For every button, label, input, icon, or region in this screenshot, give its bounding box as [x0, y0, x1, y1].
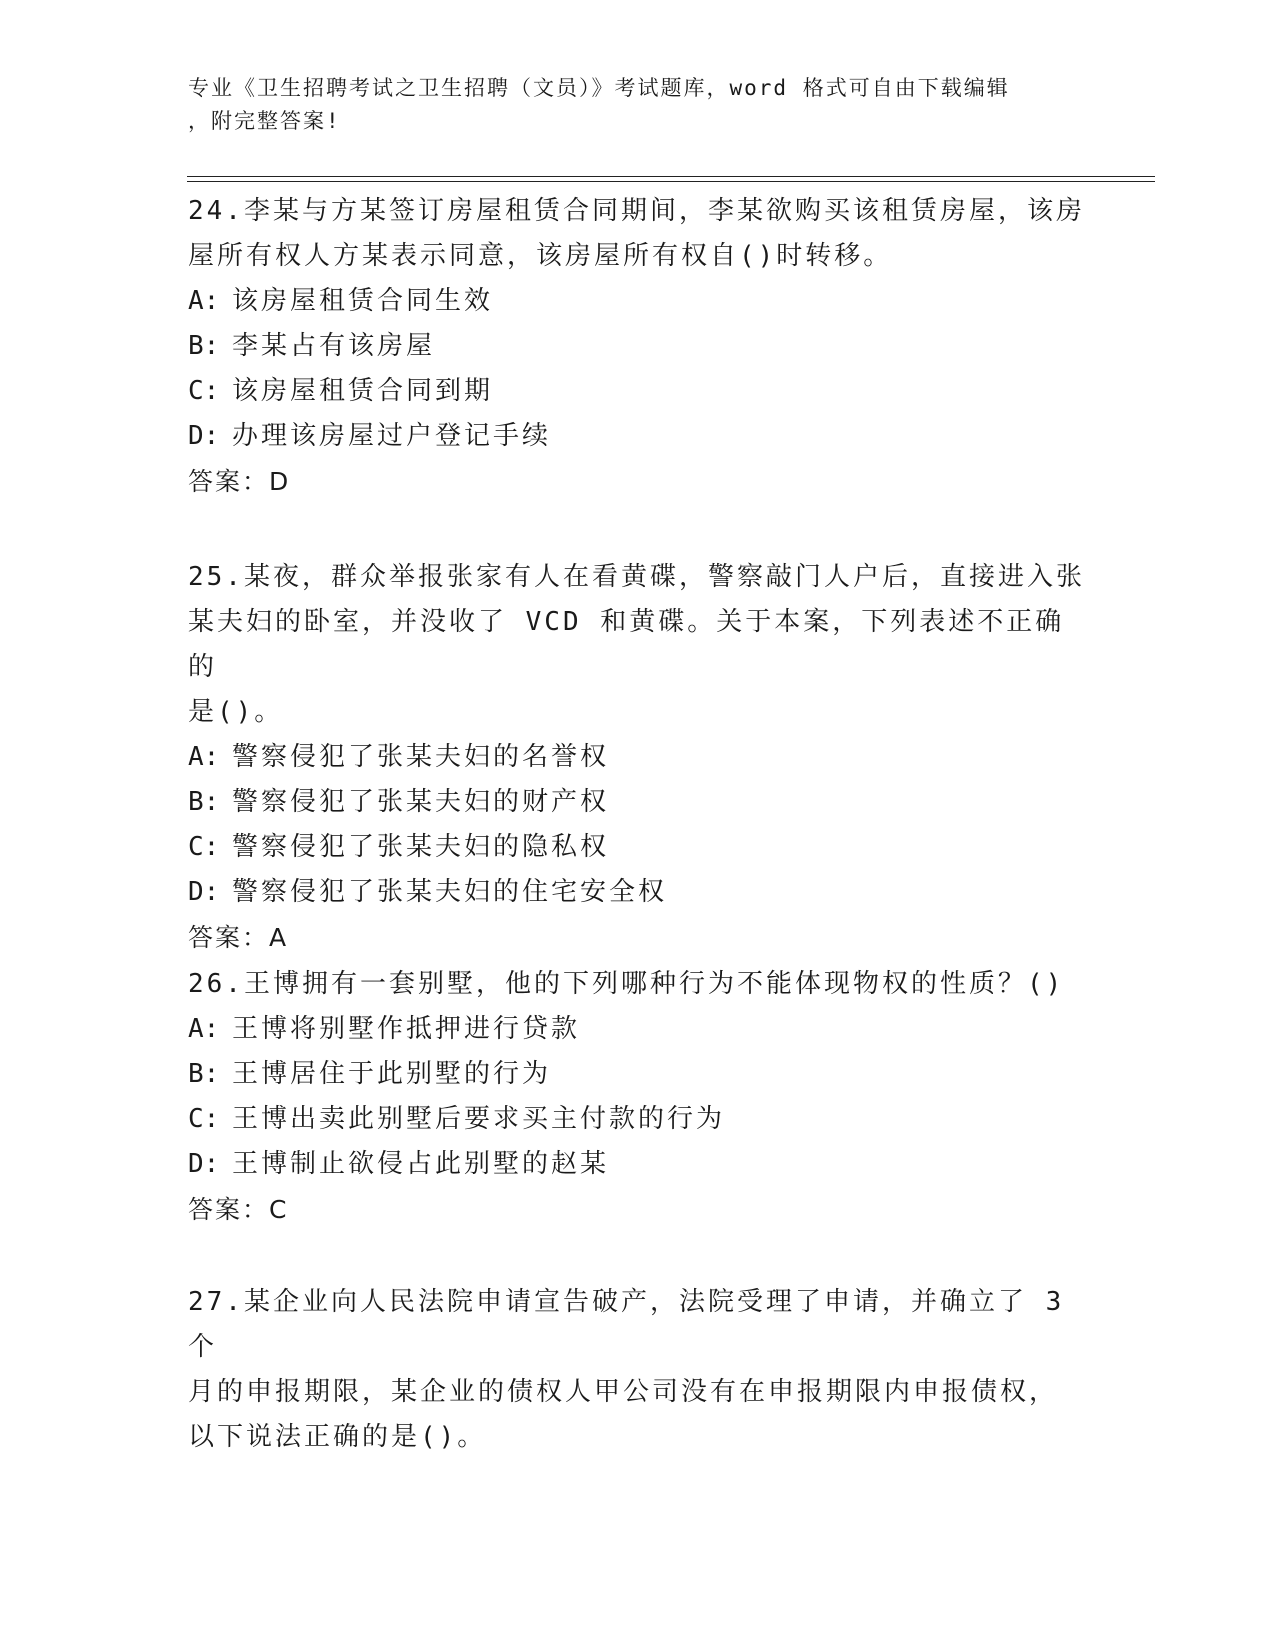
question-stem-line: 26.王博拥有一套别墅，他的下列哪种行为不能体现物权的性质？(): [188, 969, 1065, 999]
option-d: [188, 414, 1093, 459]
option-text: 警察侵犯了张某夫妇的财产权: [232, 787, 610, 817]
question-stem-line: 27.某企业向人民法院申请宣告破产，法院受理了申请，并确立了 3 个: [188, 1287, 1065, 1362]
option-a: [188, 735, 1093, 780]
option-text: 警察侵犯了张某夫妇的住宅安全权: [232, 877, 668, 907]
option-key: B:: [188, 331, 220, 361]
option-key: A:: [188, 742, 220, 772]
question-stem-line: 某夫妇的卧室，并没收了 VCD 和黄碟。关于本案，下列表述不正确的: [188, 607, 1065, 682]
question-26: [188, 962, 1093, 1232]
answer-line: 答案：C: [188, 1195, 289, 1224]
document-header: [188, 72, 1068, 138]
option-text: 王博居住于此别墅的行为: [232, 1059, 552, 1089]
option-c: [188, 825, 1093, 870]
header-line-2: ，附完整答案!: [188, 109, 341, 133]
option-key: C:: [188, 376, 220, 406]
option-key: B:: [188, 1059, 220, 1089]
option-c: [188, 369, 1093, 414]
question-stem-line: 月的申报期限，某企业的债权人甲公司没有在申报期限内申报债权，: [188, 1377, 1059, 1407]
option-text: 王博出卖此别墅后要求买主付款的行为: [232, 1104, 726, 1134]
question-stem-line: 是()。: [188, 697, 284, 727]
option-text: 警察侵犯了张某夫妇的隐私权: [232, 832, 610, 862]
header-divider-bottom: [187, 181, 1155, 182]
option-b: [188, 1052, 1093, 1097]
option-text: 李某占有该房屋: [232, 331, 436, 361]
header-line-1: 专业《卫生招聘考试之卫生招聘（文员）》考试题库，word 格式可自由下载编辑: [188, 76, 1010, 100]
question-stem-line: 以下说法正确的是()。: [188, 1422, 487, 1452]
option-key: C:: [188, 832, 220, 862]
option-b: [188, 780, 1093, 825]
answer-line: 答案：A: [188, 923, 289, 952]
question-25: [188, 555, 1093, 960]
question-stem-line: 25.某夜，群众举报张家有人在看黄碟，警察敲门人户后，直接进入张: [188, 562, 1085, 592]
option-d: [188, 1142, 1093, 1187]
option-c: [188, 1097, 1093, 1142]
option-text: 办理该房屋过户登记手续: [232, 421, 552, 451]
option-b: [188, 324, 1093, 369]
option-key: A:: [188, 1014, 220, 1044]
option-key: A:: [188, 286, 220, 316]
question-stem-line: 24.李某与方某签订房屋租赁合同期间，李某欲购买该租赁房屋，该房: [188, 196, 1085, 226]
question-27: [188, 1280, 1093, 1460]
option-d: [188, 870, 1093, 915]
option-text: 该房屋租赁合同到期: [232, 376, 494, 406]
option-key: D:: [188, 1149, 220, 1179]
option-key: D:: [188, 877, 220, 907]
header-divider-top: [187, 176, 1155, 177]
option-key: B:: [188, 787, 220, 817]
option-a: [188, 1007, 1093, 1052]
option-a: [188, 279, 1093, 324]
option-text: 王博制止欲侵占此别墅的赵某: [232, 1149, 610, 1179]
question-stem-line: 屋所有权人方某表示同意，该房屋所有权自()时转移。: [188, 241, 893, 271]
question-24: [188, 189, 1093, 504]
option-key: C:: [188, 1104, 220, 1134]
option-key: D:: [188, 421, 220, 451]
option-text: 警察侵犯了张某夫妇的名誉权: [232, 742, 610, 772]
answer-line: 答案：D: [188, 467, 291, 496]
option-text: 该房屋租赁合同生效: [232, 286, 494, 316]
option-text: 王博将别墅作抵押进行贷款: [232, 1014, 581, 1044]
